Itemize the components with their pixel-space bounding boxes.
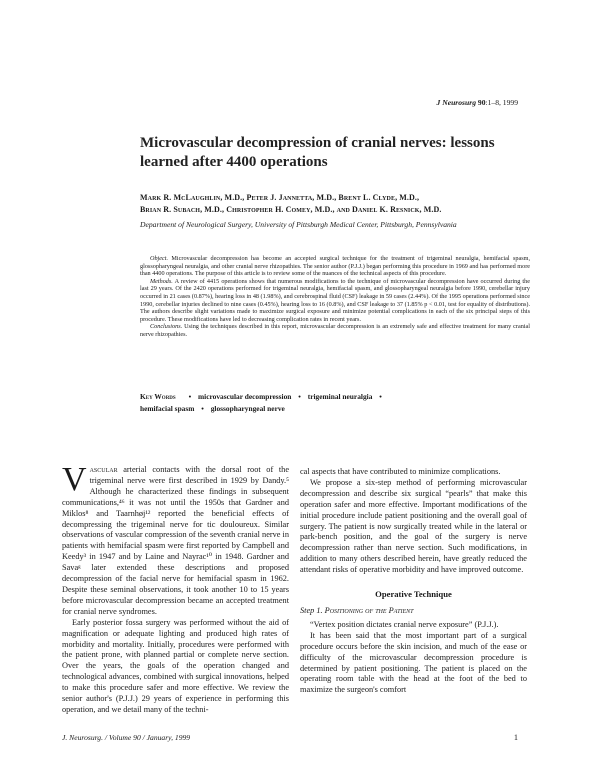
footer-citation: J. Neurosurg. / Volume 90 / January, 1999	[62, 733, 191, 742]
body-paragraph: It has been said that the most important part of a surgical procedure occurs before the skin incision, and much of the ease or difficulty of the microvascular decompression procedure is determined by patient positioning. The patient is placed on the operating room table with the head at the foot of the bed to maximize the surgeon's comfort	[300, 630, 527, 695]
body-column-right	[300, 467, 527, 696]
quote-paragraph: “Vertex position dictates cranial nerve exposure” (P.J.J.).	[310, 619, 499, 629]
keyword-separator: •	[201, 404, 204, 413]
abstract-object	[140, 255, 530, 278]
section-heading: Operative Technique	[375, 589, 452, 600]
article-title: Microvascular decompression of cranial nerves: lessons learned after 4400 operations	[140, 135, 495, 170]
author-list	[140, 192, 530, 216]
step-label: Step 1.	[300, 605, 325, 615]
journal-reference	[437, 98, 518, 107]
body-paragraph: We propose a six-step method of performing microvascular decompression and describe six surgical “pearls” that make this operation safer and more effective. Important modifications of the initial procedure include patient positioning and the overall goal of surgery. The patient is now surgically treated while in the lateral or park-bench position, and the goal of the surgery is nerve decompression rather than nerve section. Such modifications, in addition to many others described herein, have greatly reduced the attendant risks of operative morbidity and have improved outcome.	[300, 477, 527, 575]
step-title: Positioning of the Patient	[324, 605, 414, 615]
page-number: 1	[513, 733, 518, 742]
keyword-separator: •	[188, 392, 192, 401]
keywords	[140, 391, 530, 415]
abstract-methods-label: Methods.	[150, 277, 173, 285]
body-paragraph: cal aspects that have contributed to minimize complications.	[300, 467, 501, 476]
step-heading	[300, 606, 527, 617]
journal-volume: 90	[477, 98, 486, 107]
keyword-item: trigeminal neuralgia	[307, 392, 373, 401]
abstract-object-text: Microvascular decompression has become an accepted surgical technique for the treatment of trigeminal neuralgia, hemifacial spasm, glossopharyngeal neuralgia, and other cranial nerve rhizopathies. The senior author (P.J.J.) began performing this procedure in 1969 and has performed more than 4400 operations. The purpose of this article is to review some of the nuances of the technical aspects of this procedure.	[140, 255, 530, 278]
drop-cap: V	[62, 461, 87, 498]
intro-text: arterial contacts with the dorsal root of the trigeminal nerve were first described in 1929 by Dandy.⁵ Although he characterized these findings in subsequent communications,⁴⁶ it was not until the 1950s that Gardner and Miklos⁸ and Taarnhøj¹² reported the beneficial effects of decompressing the trigeminal nerve for tic douloureux. Similar observations of vascular compression of the seventh cranial nerve in patients with hemifacial spasm were first reported by Campbell and Keedy³ in 1947 and by Laine and Nayrac¹⁰ in 1948. Gardner and Savaᵍ later extended these descriptions and proposed decompression of the facial nerve for hemifacial spasm in 1962. Despite these seminal observations, it took another 10 to 15 years before microvascular decompression became an accepted treatment for cranial nerve syndromes.	[62, 465, 289, 616]
abstract-conclusions-text: Using the techniques described in this report, microvascular decompression is an extremely safe and effective treatment for many cranial nerve rhizopathies.	[140, 323, 530, 338]
keyword-separator: •	[379, 392, 382, 401]
keyword-item: glossopharyngeal nerve	[210, 404, 285, 413]
body-column-left	[62, 461, 289, 716]
abstract-conclusions-label: Conclusions.	[150, 323, 183, 331]
keyword-item: hemifacial spasm	[140, 404, 195, 413]
journal-name: J Neurosurg	[436, 98, 476, 107]
intro-smallcaps: ascular	[89, 465, 118, 474]
keyword-separator: •	[298, 392, 301, 401]
author-line: Mark R. McLaughlin, M.D., Peter J. Jannetta, M.D., Brent L. Clyde, M.D.,	[140, 193, 420, 202]
abstract-conclusions	[140, 323, 530, 338]
keywords-label: Key Words	[140, 392, 176, 401]
intro-paragraph	[62, 461, 289, 618]
abstract-methods	[140, 278, 530, 324]
abstract-methods-text: A review of 4415 operations shows that numerous modifications to the technique of microvascular decompression have occurred during the last 29 years. Of the 2420 operations performed for trigeminal neuralgia, hemifacial spasm, and glossopharyngeal neuralgia before 1990, cerebellar injury occurred in 21 cases (0.87%), hearing loss in 48 (1.98%), and cerebrospinal fluid (CSF) leakage in 59 cases (2.44%). Of the 1995 operations performed since 1990, cerebellar injuries declined to nine cases (0.45%), hearing loss to 16 (0.8%), and CSF leakage to 37 (1.85% p < 0.01, test for equality of distributions). The authors describe slight variations made to maximize surgical exposure and minimize potential complications in each of the six principal steps of this procedure. These modifications have led to decreasing complication rates in recent years.	[140, 277, 530, 323]
journal-pages-year: :1–8, 1999	[485, 98, 518, 107]
author-line: Brian R. Subach, M.D., Christopher H. Comey, M.D., and Daniel K. Resnick, M.D.	[140, 205, 442, 214]
abstract	[140, 255, 530, 339]
keyword-item: microvascular decompression	[198, 392, 292, 401]
abstract-object-label: Object.	[150, 255, 169, 262]
body-paragraph: Early posterior fossa surgery was performed without the aid of magnification or adequate lighting and produced high rates of morbidity and mortality. Initially, procedures were performed with the patient prone, with planned partial or complete nerve section. Over the years, the goals of the operation changed and technological advances, combined with surgical innovations, helped to make this procedure safer and more effective. We review the senior author's (P.J.J.) 29 years of experience in performing this operation, and we detail many of the techni-	[62, 617, 289, 714]
affiliation: Department of Neurological Surgery, University of Pittsburgh Medical Center, Pittsburgh, Pennsylvania	[140, 220, 457, 229]
